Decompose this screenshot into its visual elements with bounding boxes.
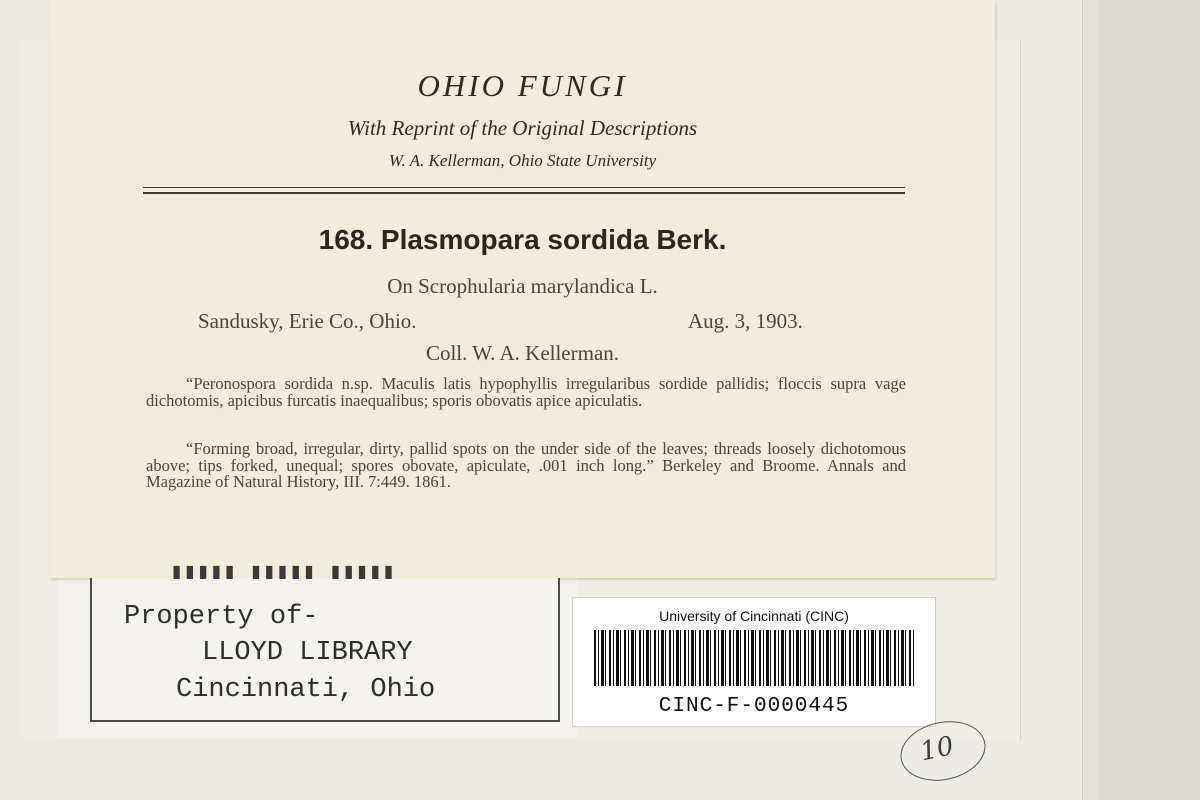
stamp-line-city: Cincinnati, Ohio [176,675,436,705]
species-name: 168. Plasmopara sordida Berk. [318,224,727,255]
label-subtitle: With Reprint of the Original Descriptions [347,116,698,140]
ohio-fungi-label [50,0,995,585]
institution-name: University of Cincinnati (CINC) [659,608,849,624]
collection-locality: Sandusky, Erie Co., Ohio. [198,309,417,333]
label-author: W. A. Kellerman, Ohio State University [388,151,657,170]
stamp-line-library: LLOYD LIBRARY [202,638,413,668]
host-plant: On Scrophularia marylandica L. [387,274,658,298]
cut-off-stamp-text: ▮▮▮▮▮ ▮▮▮▮▮ ▮▮▮▮▮ [170,560,396,585]
catalog-number: CINC-F-0000445 [658,695,850,718]
label-title: OHIO FUNGI [417,68,628,103]
latin-description: “Peronospora sordida n.sp. Maculis latis hypophyllis irregularibus sordide pallidis; floccis supra vage dichotomis, apicibus furcatis inaequalibus; sporis obovatis apice apiculatis. [146,374,906,410]
handwritten-number: 10 [917,731,957,768]
collector: Coll. W. A. Kellerman. [425,341,620,365]
stamp-line-property: Property of- [124,602,319,632]
collection-date: Aug. 3, 1903. [688,309,803,333]
barcode-image [594,630,914,686]
divider-rule-thick [143,192,905,194]
divider-rule-thin [143,187,905,188]
barcode-label [572,597,936,727]
sheet-edge [1082,0,1099,800]
english-description: “Forming broad, irregular, dirty, pallid spots on the under side of the leaves; threads loosely dichotomous above; tips forked, unequal; spores obovate, apiculate, .001 inch long.” Berkeley and Broome. Annals and Magazine of Natural History, III. 7:449. 1861. [146,439,906,491]
